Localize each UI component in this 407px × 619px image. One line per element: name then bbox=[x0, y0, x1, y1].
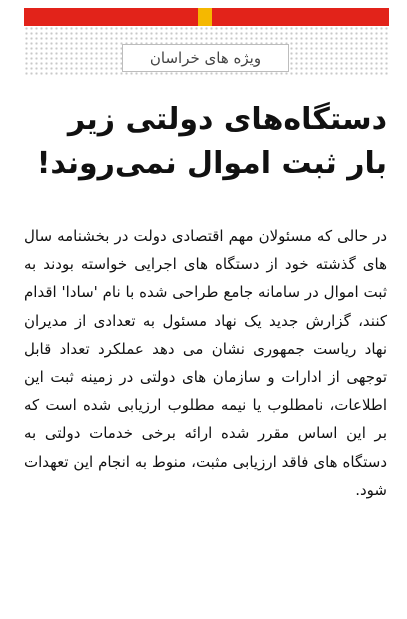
article-body: در حالی که مسئولان مهم اقتصادی دولت در بخشنامه سال های گذشته خود از دستگاه های اجرایی خواسته بودند به ثبت اموال در سامانه جامع طراحی شده با نام 'سادا' اقدام کنند، گزارش جدید یک نهاد مسئول به تعدادی از مدیران نهاد ریاست جمهوری نشان می دهد عملکرد تعداد قابل توجهی از ادارات و سازمان های دولتی در زمینه ثبت این اطلاعات، نامطلوب یا نیمه مطلوب ارزیابی شده است که بر این اساس مقرر شده ارائه برخی خدمات دولتی به دستگاه های فاقد ارزیابی مثبت، منوط به انجام این تعهدات شود. bbox=[24, 227, 387, 499]
section-label: ویژه های خراسان bbox=[149, 49, 262, 67]
article-headline: دستگاه‌های دولتی زیر بار ثبت اموال نمی‌روند! bbox=[36, 102, 387, 181]
section-label-box bbox=[122, 44, 289, 72]
